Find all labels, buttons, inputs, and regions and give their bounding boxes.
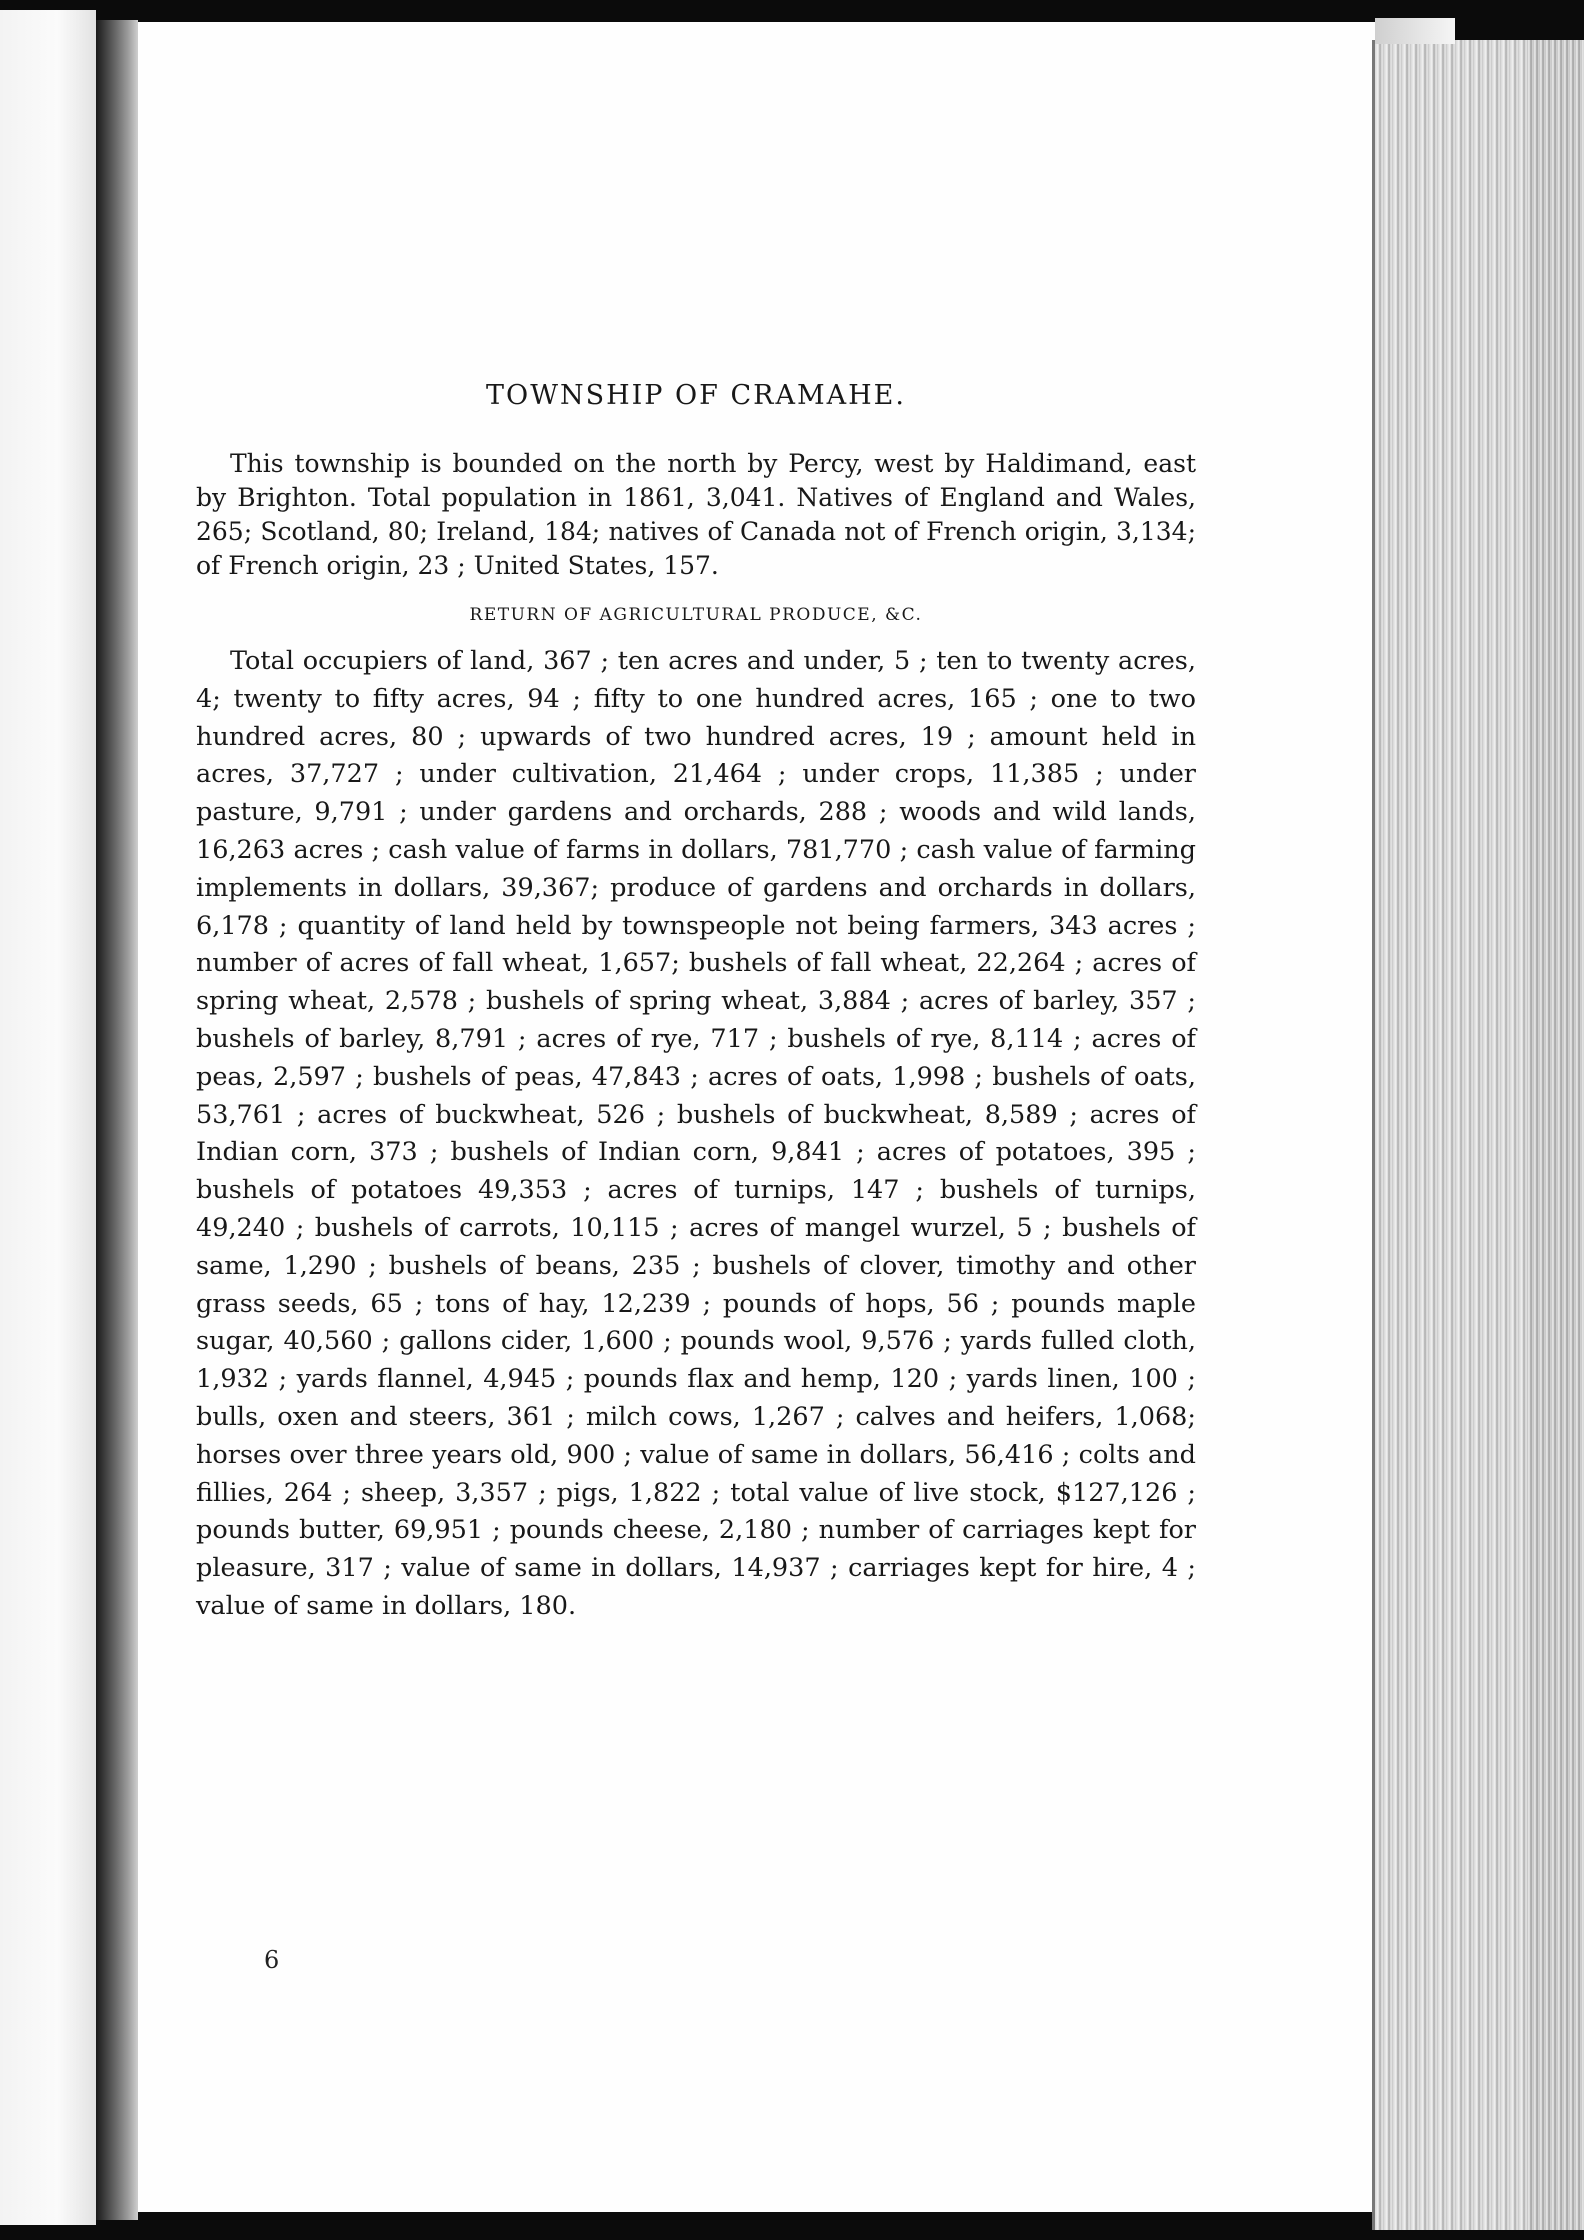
page-content: [196, 380, 1196, 1626]
section-subheading: RETURN OF AGRICULTURAL PRODUCE, &C.: [469, 605, 923, 625]
intro-paragraph: This township is bounded on the north by Percy, west by Haldimand, east by Brighton. Total population in 1861, 3,041. Natives of England and Wales, 265; Scotland, 80; Ireland, 184; natives of Canada not of French origin, 3,134; of French origin, 23 ; United States, 157.: [196, 449, 1196, 580]
page-edges: [1372, 40, 1584, 2230]
page-title: TOWNSHIP OF CRAMAHE.: [486, 380, 906, 411]
body-paragraph: Total occupiers of land, 367 ; ten acres and under, 5 ; ten to twenty acres, 4; twenty to fifty acres, 94 ; fifty to one hundred acres, 165 ; one to two hundred acres, 80 ; upwards of two hundred acres, 19 ; amount held in acres, 37,727 ; under cultivation, 21,464 ; under crops, 11,385 ; under pasture, 9,791 ; under gardens and orchards, 288 ; woods and wild lands, 16,263 acres ; cash value of farms in dollars, 781,770 ; cash value of farming implements in dollars, 39,367; produce of gardens and orchards in dollars, 6,178 ; quantity of land held by townspeople not being farmers, 343 acres ; number of acres of fall wheat, 1,657; bushels of fall wheat, 22,264 ; acres of spring wheat, 2,578 ; bushels of spring wheat, 3,884 ; acres of barley, 357 ; bushels of barley, 8,791 ; acres of rye, 717 ; bushels of rye, 8,114 ; acres of peas, 2,597 ; bushels of peas, 47,843 ; acres of oats, 1,998 ; bushels of oats, 53,761 ; acres of buckwheat, 526 ; bushels of buckwheat, 8,589 ; acres of Indian corn, 373 ; bushels of Indian corn, 9,841 ; acres of potatoes, 395 ; bushels of potatoes 49,353 ; acres of turnips, 147 ; bushels of turnips, 49,240 ; bushels of carrots, 10,115 ; acres of mangel wurzel, 5 ; bushels of same, 1,290 ; bushels of beans, 235 ; bushels of clover, timothy and other grass seeds, 65 ; tons of hay, 12,239 ; pounds of hops, 56 ; pounds maple sugar, 40,560 ; gallons cider, 1,600 ; pounds wool, 9,576 ; yards fulled cloth, 1,932 ; yards flannel, 4,945 ; pounds flax and hemp, 120 ; yards linen, 100 ; bulls, oxen and steers, 361 ; milch cows, 1,267 ; calves and heifers, 1,068; horses over three years old, 900 ; value of same in dollars, 56,416 ; colts and fillies, 264 ; sheep, 3,357 ; pigs, 1,822 ; total value of live stock, $127,126 ; pounds butter, 69,951 ; pounds cheese, 2,180 ; number of carriages kept for pleasure, 317 ; value of same in dollars, 14,937 ; carriages kept for hire, 4 ; value of same in dollars, 180.: [196, 646, 1196, 1621]
book-gutter: [96, 20, 138, 2220]
left-facing-page: [0, 10, 96, 2225]
page-number: 6: [264, 1946, 280, 1974]
